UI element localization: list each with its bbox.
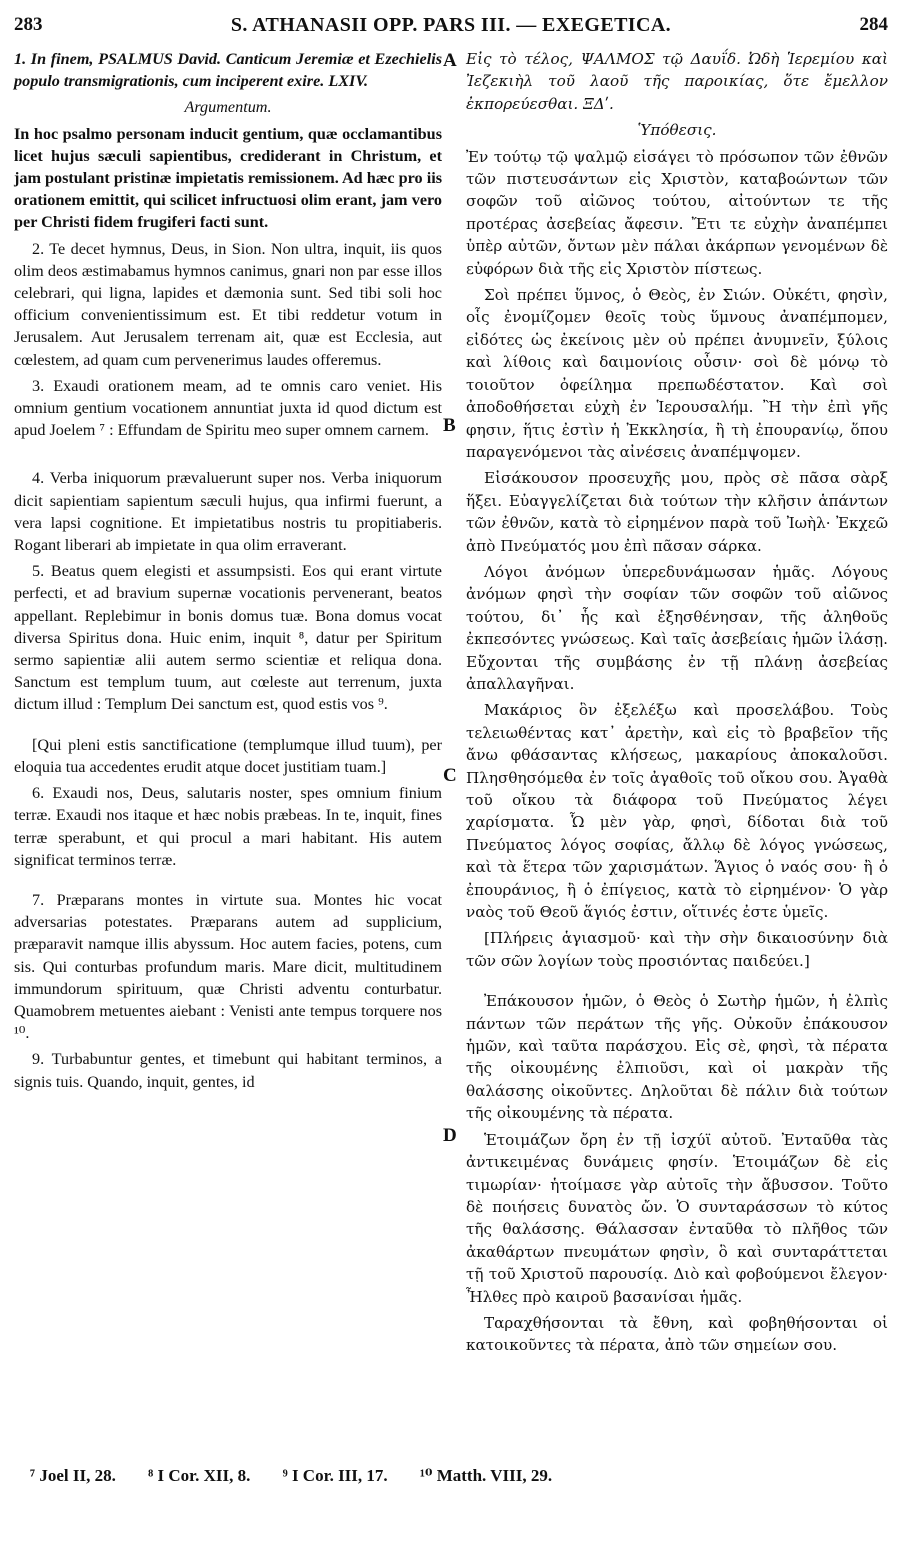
greek-heading: Εἰς τὸ τέλος, ΨΑΛΜΟΣ τῷ Δαυΐδ. Ὠδὴ Ἱερεμίου καὶ Ἰεζεκιὴλ τοῦ λαοῦ τῆς παροικίας, ὅτε ἔμελλον ἐκπορεύεσθαι. ΞΔʹ. xyxy=(466,50,888,113)
greek-verse-9: Ταραχθήσονται τὰ ἔθνη, καὶ φοβηθήσονται οἱ κατοικοῦντες τὰ πέρατα, ἀπὸ τῶν σημείων σου. xyxy=(466,1313,888,1355)
greek-verse-6: Ἐπάκουσον ἡμῶν, ὁ Θεὸς ὁ Σωτὴρ ἡμῶν, ἡ ἐλπὶς πάντων τῶν περάτων τῆς γῆς. Οὐκοῦν ἐπάκουσον ἡμῶν, καὶ ταῦτα παράσχου. Εἰς σὲ, φησὶ, τὰ πέρατα τῆς οἰκουμένης ἐλπιοῦσι, καὶ οἱ μακρὰν τῆς θαλάσσης οἰκοῦντες. Δηλοῦται δὲ πάλιν διὰ τούτων τῆς οἰκουμένης τὰ πέρατα. xyxy=(466,992,888,1123)
greek-verse-4: Λόγοι ἀνόμων ὑπερεδυνάμωσαν ἡμᾶς. Λόγους ἀνόμων φησὶ τὴν σοφίαν τῶν σοφῶν τοῦ αἰῶνος τούτου, δι᾽ ἧς καὶ ἐξησθένησαν, τῆς ἀληθοῦς ἐκπεσόντες γνώσεως. Καὶ ταῖς ἀσεβείαις ἡμῶν ἱλάσῃ. Εὔχονται τῆς συμβάσης ἐν τῇ πλάνῃ ἀσεβείας ἀπαλλαγῆναι. xyxy=(466,562,888,693)
greek-verse-7: Ἑτοιμάζων ὄρη ἐν τῇ ἰσχύϊ αὐτοῦ. Ἐνταῦθα τὰς ἀντικειμένας δυνάμεις φησίν. Ἑτοιμάζων δὲ εἰς τιμωρίαν· ἡτοίμασε γὰρ αὐτοῖς τὴν ἄβυσσον. Τοῦτο δὲ ποιήσεις δυνατὸς ὤν. Ὁ συνταράσσων τὸ κύτος τῆς θαλάσσης. Θάλασσαν ἐνταῦθα τὸ πλῆθος τῶν ἀκαθάρτων πνευμάτων φησὶν, ὃ καὶ συνταράττεται τῇ τοῦ Χριστοῦ παρουσίᾳ. Διὸ καὶ φοβούμενοι ἔλεγον· Ἦλθες πρὸ καιροῦ βασανίσαι ἡμᾶς. xyxy=(466,1130,888,1306)
latin-verse-9: 9. Turbabuntur gentes, et timebunt qui habitant terminos, a signis tuis. Quando, inquit, gentes, id xyxy=(14,1050,442,1091)
footnote-10: ¹⁰ Matth. VIII, 29. xyxy=(419,1466,553,1485)
footnote-8: ⁸ I Cor. XII, 8. xyxy=(148,1466,251,1485)
latin-argument: In hoc psalmo personam inducit gentium, quæ occlamantibus licet hujus sæculi sapientibus, crediderant in Christum, et jam postulant pristinæ impietatis remissionem. Ad hæc pro iis orationem emittit, qui scilicet infructuosi olim erant, jam vero per Christi fidem frugiferi facti sunt. xyxy=(14,124,442,232)
greek-bracket-note: [Πλήρεις ἁγιασμοῦ· καὶ τὴν σὴν δικαιοσύνην διὰ τῶν σῶν λογίων τοὺς προσιόντας παιδεύει.] xyxy=(466,929,888,970)
latin-verse-5: 5. Beatus quem elegisti et assumpsisti. Eos qui erant virtute perfecti, et ad bravium supernæ vocationis pervenerant, beatos appellant. Replebimur in bonis domus tuæ. Bona domus vocat diversa Spiritus dona. Huic enim, inquit ⁸, datur per Spiritum sermo sapientiæ alii autem sermo scientiæ et reliqua dona. Sanctum est templum tuum, aut cœleste aut terrenum, juxta dictum illud : Templum Dei sanctum est, quod estis vos ⁹. xyxy=(14,562,442,714)
latin-verse-7: 7. Præparans montes in virtute sua. Montes hic vocat adversarias potestates. Præparans autem ad supplicium, præparavit namque illis abyssum. Hoc autem facies, potens, cum sis. Qui conturbas profundum maris. Mare dicit, multitudinem immundorum spirituum, quæ Christi adventu conturbatur. Quamobrem metuentes aiebant : Venisti ante tempus torquere nos ¹⁰. xyxy=(14,890,442,1043)
footnote-7: ⁷ Joel II, 28. xyxy=(30,1466,116,1485)
latin-verse-3: 3. Exaudi orationem meam, ad te omnis caro veniet. His omnium gentium vocationem annuntiat juxta id quod dictum est apud Joelem ⁷ : Effundam de Spiritu meo super omnem carnem. xyxy=(14,376,442,440)
greek-verse-5: Μακάριος ὃν ἐξελέξω καὶ προσελάβου. Τοὺς τελειωθέντας κατ᾽ ἀρετὴν, καὶ εἰς τὸ βραβεῖον τῆς ἄνω φθάσαντας κλήσεως, μακαρίους ἀποκαλοῦσι. Πλησθησόμεθα ἐν τοῖς ἀγαθοῖς τοῦ οἴκου σου. Ἀγαθὰ τοῦ οἴκου τὰ διάφορα τοῦ Πνεύματος λέγει χαρίσματα. Ὧ μὲν γὰρ, φησὶ, δίδοται διὰ τοῦ Πνεύματος λόγος σοφίας, ἄλλῳ δὲ λόγος γνώσεως, καὶ τὰ ἕτερα τῶν χαρισμάτων. Ἅγιος ὁ ναός σου· ἢ ὁ ἐπουράνιος, ἢ ὁ ἐπίγειος, κατὰ τὸ εἰρημένον· Ὁ γὰρ ναὸς τοῦ Θεοῦ ἅγιός ἐστιν, οἵτινές ἐστε ὑμεῖς. xyxy=(466,701,888,922)
margin-letter-d: D xyxy=(443,1125,457,1146)
latin-bracket-note: [Qui pleni estis sanctificatione (templumque illud tuum), per eloquia tua accedentes erudit atque docet justitiam tuam.] xyxy=(14,735,442,776)
page-number-left: 283 xyxy=(14,14,43,35)
margin-letter-a: A xyxy=(443,50,457,71)
margin-letter-c: C xyxy=(443,765,457,786)
page-number-right: 284 xyxy=(859,14,888,35)
latin-verse-6: 6. Exaudi nos, Deus, salutaris noster, spes omnium finium terræ. Exaudi nos itaque et hæc nobis præbeas. In te, inquit, fines terræ sperabunt, et qui procul a mari habitant. His autem significat terminos terræ. xyxy=(14,784,442,869)
footnote-9: ⁹ I Cor. III, 17. xyxy=(282,1466,388,1485)
latin-column xyxy=(14,48,442,1097)
latin-verse-2: 2. Te decet hymnus, Deus, in Sion. Non ultra, inquit, iis quos olim deos æstimabamus hymnos canimus, gnari non par esse illos celebrari, qui ligna, lapides et dæmonia sunt. Sed tibi soli hoc officium convenientissimum est. Et tibi reddetur votum in Jerusalem. Aut Jerusalem terrenam ait, quæ est Ecclesia, aut cœlestem, ad quam cum pervenerimus laudes offeremus. xyxy=(14,239,442,369)
latin-argument-title: Argumentum. xyxy=(184,98,272,117)
greek-verse-2: Σοὶ πρέπει ὕμνος, ὁ Θεὸς, ἐν Σιών. Οὐκέτι, φησὶν, οἷς ἐνομίζομεν θεοῖς τοὺς ὕμνους ἀναπέμπομεν, εἰδότες ὡς ἐκείνοις μὲν οὐ πρέπει ἀνυμνεῖν, ξύλοις καὶ λίθοις καὶ δαιμονίοις οὖσιν· σοὶ δὲ μόνῳ τὸ τοιοῦτον ὀφείλημα πρεπωδέστατον. Καὶ σοὶ ἀποδοθήσεται εὐχὴ ἐν Ἱερουσαλήμ. Ἢ τὴν ἐπὶ γῆς φησιν, ἥτις ἐστὶν ἡ Ἐκκλησία, ἢ τὴ ἐπουρανίῳ, ὅπου παραγενόμενοι τὰς αἰνέσεις ἀναπέμψομεν. xyxy=(466,286,888,461)
greek-argument: Ἐν τούτῳ τῷ ψαλμῷ εἰσάγει τὸ πρόσωπον τῶν ἐθνῶν τῶν πιστευσάντων εἰς Χριστὸν, καταβοώντων τῶν σοφῶν τοῦ αἰῶνος τούτου, αἰτούντων τε τῆς προτέρας ἀσεβείας ἄφεσιν. Ἔτι τε εὐχὴν ἀναπέμπει ὑπὲρ αὐτῶν, ὄντων μὲν πάλαι ἀκάρπων γενομένων δὲ εὐφόρων διὰ τῆς εἰς Χριστὸν πίστεως. xyxy=(466,147,888,278)
margin-letter-b: B xyxy=(443,415,456,436)
latin-heading: 1. In finem, PSALMUS David. Canticum Jeremiæ et Ezechielis populo transmigrationis, cum inciperent exire. LXIV. xyxy=(14,50,442,91)
greek-verse-3: Εἰσάκουσον προσευχῆς μου, πρὸς σὲ πᾶσα σὰρξ ἥξει. Εὐαγγελίζεται διὰ τούτων τὴν κλῆσιν ἁπάντων τῶν ἐθνῶν, κατὰ τὸ εἰρημένον παρὰ τοῦ Ἰωὴλ· Ἐκχεῶ ἀπὸ Πνεύματός μου ἐπὶ πᾶσαν σάρκα. xyxy=(466,469,888,555)
greek-column xyxy=(466,48,888,1361)
margin-letters xyxy=(440,0,464,1568)
greek-argument-title: Ὑπόθεσις. xyxy=(637,121,717,140)
footnotes xyxy=(30,1466,810,1486)
latin-verse-4: 4. Verba iniquorum prævaluerunt super nos. Verba iniquorum dicit sapientiam sapientum sæculi hujus, qua infirmi fuerunt, a vera lapsi cognitione. Et impietatibus nostris tu propitiaberis. Rogant liberari ab impietate in qua olim erraverant. xyxy=(14,469,442,555)
running-title: S. ATHANASII OPP. PARS III. — EXEGETICA. xyxy=(230,14,672,36)
